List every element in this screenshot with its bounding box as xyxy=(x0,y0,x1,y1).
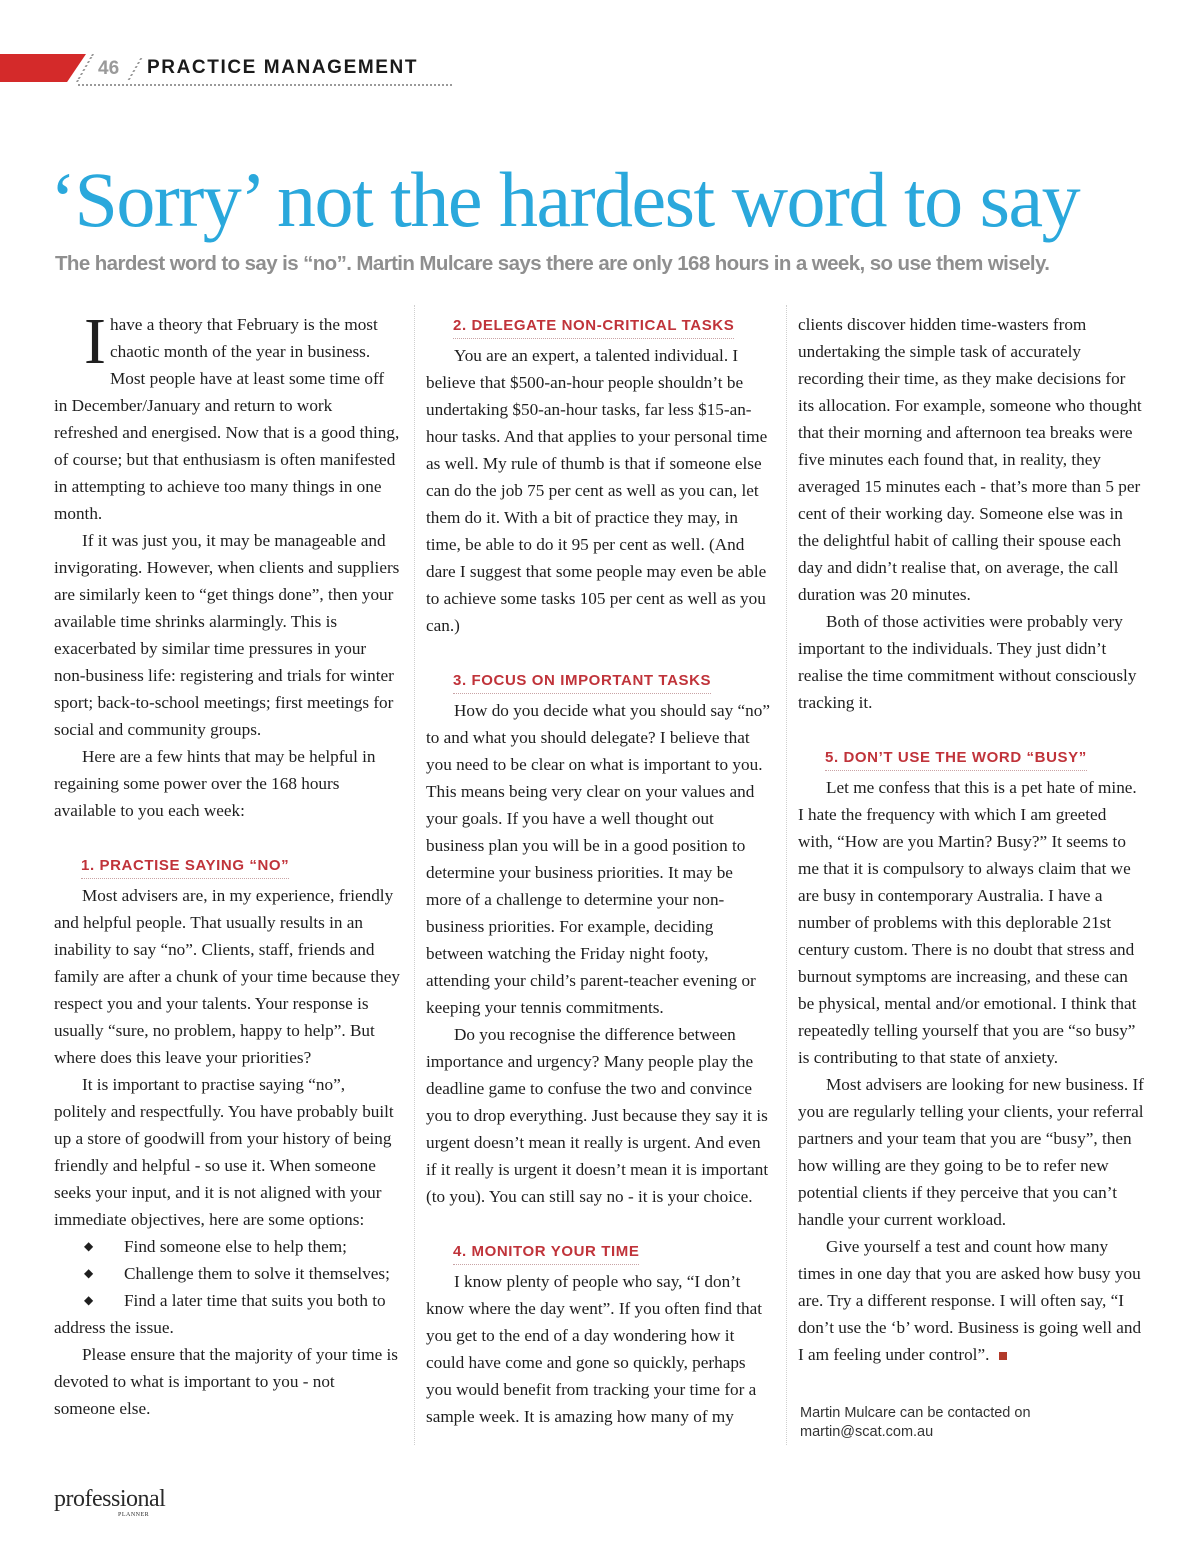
article-column-3 xyxy=(798,311,1144,1368)
list-item-text: Find a later time that suits you both to xyxy=(124,1291,386,1310)
body-paragraph: Do you recognise the difference between importance and urgency? Many people play the deadline game to confuse the two and convince you to drop everything. Just because they say it is urgent doesn’t mean it really is urgent. And even if it really is urgent it doesn’t mean it is important (to you). You can still say no - it is your choice. xyxy=(426,1025,769,1206)
body-paragraph: Let me confess that this is a pet hate of mine. I hate the frequency with which I am greeted with, “How are you Martin? Busy?” It seems to me that it is compulsory to always claim that we are busy in contemporary Australia. I have a number of problems with this deplorable 21st century custom. There is no doubt that stress and burnout symptoms are increasing, and these can be physical, mental and/or emotional. I think that repeatedly telling yourself that you are “so busy” is contributing to that state of anxiety. xyxy=(798,778,1137,1067)
logo-subtitle: PLANNER xyxy=(118,1512,150,1518)
body-paragraph: Please ensure that the majority of your time is devoted to what is important to you - not someone else. xyxy=(54,1345,398,1418)
body-paragraph: Most advisers are looking for new business. If you are regularly telling your clients, your referral partners and your team that you are “busy”, then how willing are they going to be to refer new potential clients if they perceive that you can’t handle your current workload. xyxy=(798,1075,1144,1229)
article-column-2 xyxy=(426,311,772,1430)
section-heading-1: 1. PRACTISE SAYING “NO” xyxy=(81,856,289,879)
list-item-text: Challenge them to solve it themselves; xyxy=(124,1264,390,1283)
body-paragraph: I know plenty of people who say, “I don’t know where the day went”. If you often find that you get to the end of a day wondering how it could have come and gone so quickly, perhaps you would benefit from tracking your time for a sample week. It is amazing how many of my xyxy=(426,1272,763,1426)
body-paragraph: clients discover hidden time-wasters from undertaking the simple task of accurately recording their time, as they make decisions for its allocation. For example, someone who thought that their morning and afternoon tea breaks were five minutes each found that, in reality, they averaged 15 minutes each - that’s more than 5 per cent of their working day. Someone else was in the delightful habit of calling their spouse each day and didn’t realise that, on average, the call duration was 20 minutes. xyxy=(798,315,1142,604)
section-heading-2: 2. DELEGATE NON-CRITICAL TASKS xyxy=(453,316,734,339)
body-paragraph: You are an expert, a talented individual. I believe that $500-an-hour people shouldn’t be undertaking $50-an-hour tasks, far less $15-an-hour tasks. And that applies to your personal time as well. My rule of thumb is that if someone else can do the job 75 per cent as well as you can, let them do it. With a bit of practice they may, in time, be able to do it 95 per cent as well. (And dare I suggest that some people may even be able to achieve some tasks 105 per cent as well as you can.) xyxy=(426,346,768,635)
section-heading-5: 5. DON’T USE THE WORD “BUSY” xyxy=(825,748,1087,771)
intro-paragraph xyxy=(54,305,400,527)
list-item xyxy=(54,1233,400,1260)
section-heading-4: 4. MONITOR YOUR TIME xyxy=(453,1242,639,1265)
body-paragraph: Here are a few hints that may be helpful in regaining some power over the 168 hours available to you each week: xyxy=(54,747,376,820)
bullet-icon: ◆ xyxy=(84,1293,94,1307)
drop-cap: I xyxy=(84,305,106,378)
publication-logo xyxy=(54,1486,166,1518)
body-paragraph: If it was just you, it may be manageable and invigorating. However, when clients and suppliers are similarly keen to “get things done”, then your available time shrinks alarmingly. This is exacerbated by similar time pressures in your non-business life: registering and trials for winter sport; back-to-school meetings; first meetings for social and community groups. xyxy=(54,531,400,739)
section-label: PRACTICE MANAGEMENT xyxy=(147,57,419,78)
page-number: 46 xyxy=(98,58,120,79)
section-heading-3: 3. FOCUS ON IMPORTANT TASKS xyxy=(453,671,711,694)
contact-email-link[interactable]: martin@scat.com.au xyxy=(800,1424,934,1440)
list-item xyxy=(54,1260,400,1287)
body-paragraph: Both of those activities were probably very important to the individuals. They just didn’t realise the time commitment without consciously tracking it. xyxy=(798,612,1137,712)
article-standfirst: The hardest word to say is “no”. Martin Mulcare says there are only 168 hours in a week, so use them wisely. xyxy=(55,252,1050,275)
bullet-icon: ◆ xyxy=(84,1239,94,1253)
intro-text: have a theory that February is the most chaotic month of the year in business. Most people have at least some time off in December/January and return to work refreshed and energised. Now that is a good thing, of course; but that enthusiasm is often manifested in attempting to achieve too many things in one month. xyxy=(54,315,400,523)
article-headline: ‘Sorry’ not the hardest word to say xyxy=(50,156,1080,243)
list-item xyxy=(54,1287,400,1314)
body-paragraph: address the issue. xyxy=(54,1318,174,1337)
logo-wordmark: professional xyxy=(54,1486,166,1512)
contact-line: Martin Mulcare can be contacted on xyxy=(800,1405,1031,1421)
article-column-1 xyxy=(54,305,400,1422)
header-dotted-rule xyxy=(78,84,452,86)
bullet-icon: ◆ xyxy=(84,1266,94,1280)
closing-text: Give yourself a test and count how many times in one day that you are asked how busy you are. Try a different response. I will often say, “I don’t use the ‘b’ word. Business is going well and I am feeling under control”. xyxy=(798,1237,1142,1364)
body-paragraph: How do you decide what you should say “no” to and what you should delegate? I believe that you need to be clear on what is important to you. This means being very clear on your values and your goals. If you have a well thought out business plan you will be in a good position to determine your business priorities. It may be more of a challenge to determine your non-business priorities. For example, deciding between watching the Friday night footy, attending your child’s parent-teacher evening or keeping your tennis commitments. xyxy=(426,701,770,1017)
section-color-band xyxy=(0,54,86,82)
author-contact xyxy=(800,1404,1031,1442)
body-paragraph: It is important to practise saying “no”, politely and respectfully. You have probably built up a store of goodwill from your history of being friendly and helpful - so use it. When someone seeks your input, and it is not aligned with your immediate objectives, here are some options: xyxy=(54,1075,394,1229)
list-item-text: Find someone else to help them; xyxy=(124,1237,347,1256)
closing-paragraph xyxy=(798,1233,1144,1368)
column-divider xyxy=(414,305,415,1445)
options-list xyxy=(54,1233,400,1314)
column-divider xyxy=(786,305,787,1445)
end-mark-icon xyxy=(999,1352,1007,1360)
body-paragraph: Most advisers are, in my experience, friendly and helpful people. That usually results in an inability to say “no”. Clients, staff, friends and family are after a chunk of your time because they respect you and your talents. Your response is usually “sure, no problem, happy to help”. But where does this leave your priorities? xyxy=(54,886,400,1067)
